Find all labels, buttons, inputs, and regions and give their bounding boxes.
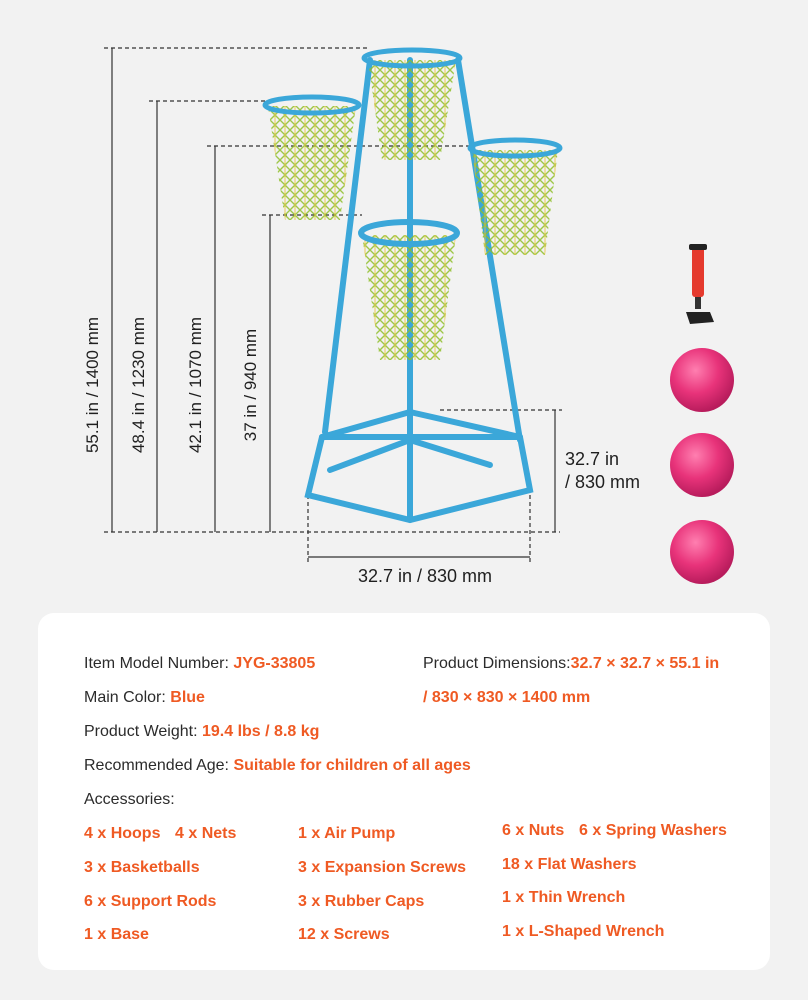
accessory-item: 6 x Support Rods xyxy=(84,893,217,910)
product-weight-value: 19.4 lbs / 8.8 kg xyxy=(202,723,320,740)
height-hoop-2-label: 48.4 in / 1230 mm xyxy=(129,316,148,454)
product-dimensions-value-line1: 32.7 × 32.7 × 55.1 in xyxy=(570,655,720,672)
hoop-right xyxy=(470,140,560,255)
accessory-item: 1 x Thin Wrench xyxy=(502,889,626,906)
accessory-item: 1 x Air Pump xyxy=(298,825,396,842)
accessory-item: 3 x Expansion Screws xyxy=(298,859,467,876)
accessory-item: 12 x Screws xyxy=(298,926,390,943)
model-number-value: JYG-33805 xyxy=(233,655,316,672)
basketball-image-1 xyxy=(670,348,734,412)
main-color-label: Main Color: xyxy=(84,689,166,706)
base-width-label: 32.7 in / 830 mm xyxy=(357,566,493,586)
height-hoop-4-label: 37 in / 940 mm xyxy=(241,328,260,442)
basketball-image-2 xyxy=(670,433,734,497)
height-hoop-3-label: 42.1 in / 1070 mm xyxy=(186,316,205,454)
recommended-age-value: Suitable for children of all ages xyxy=(233,757,471,774)
product-weight-row xyxy=(84,723,319,741)
recommended-age-label: Recommended Age: xyxy=(84,757,229,774)
product-dimensions-row-2 xyxy=(423,689,590,707)
base-depth-label-line2: / 830 mm xyxy=(565,472,641,492)
accessory-item: 18 x Flat Washers xyxy=(502,856,637,873)
main-color-value: Blue xyxy=(170,689,205,706)
product-weight-label: Product Weight: xyxy=(84,723,198,740)
base-depth-label-line1: 32.7 in xyxy=(565,449,620,469)
recommended-age-row xyxy=(84,757,471,775)
product-dimensions-value-line2: / 830 × 830 × 1400 mm xyxy=(423,689,591,706)
main-color-row xyxy=(84,689,205,707)
height-total-label: 55.1 in / 1400 mm xyxy=(83,316,102,454)
basketball-image-3 xyxy=(670,520,734,584)
product-dimensions-label: Product Dimensions: xyxy=(423,655,571,672)
product-dimensions-row xyxy=(423,655,719,673)
accessory-item: 4 x Nets xyxy=(175,825,237,842)
model-number-row xyxy=(84,655,315,673)
accessory-item: 3 x Rubber Caps xyxy=(298,893,425,910)
accessory-item: 6 x Spring Washers xyxy=(579,822,727,839)
model-number-label: Item Model Number: xyxy=(84,655,229,672)
hoop-top xyxy=(364,50,460,160)
accessories-label: Accessories: xyxy=(84,791,175,808)
accessory-item: 1 x Base xyxy=(84,926,149,943)
accessory-item: 4 x Hoops xyxy=(84,825,161,842)
hoop-front xyxy=(361,222,457,360)
accessory-item: 6 x Nuts xyxy=(502,822,565,839)
hoop-left xyxy=(265,97,359,220)
accessories-heading xyxy=(84,791,175,809)
accessory-item: 1 x L-Shaped Wrench xyxy=(502,923,665,940)
air-pump-image xyxy=(686,244,714,324)
specifications-card xyxy=(38,613,770,970)
accessory-item: 3 x Basketballs xyxy=(84,859,200,876)
